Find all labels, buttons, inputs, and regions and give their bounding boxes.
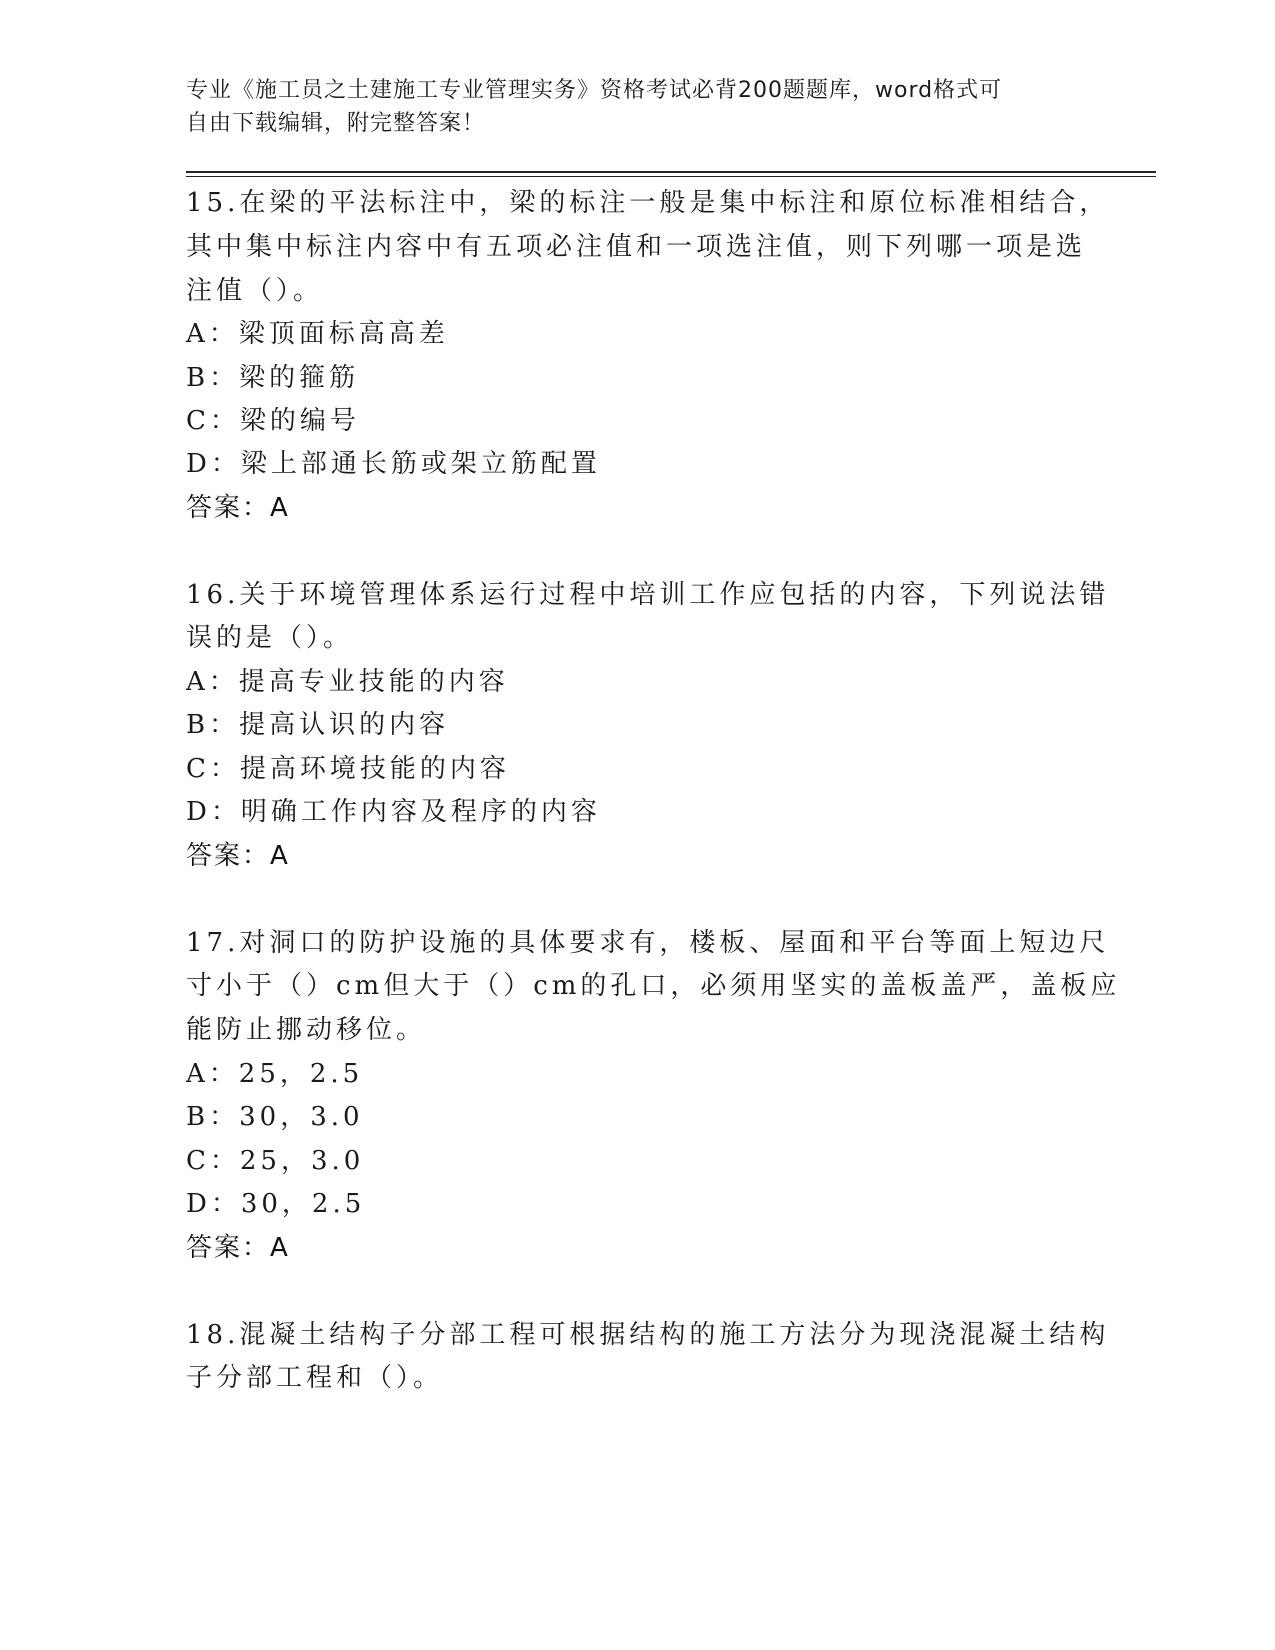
question-17-option-a: A：25，2.5 [186, 1059, 364, 1089]
question-15-answer: 答案：A [186, 493, 290, 523]
question-16-option-b: B：提高认识的内容 [186, 710, 450, 740]
header-divider-top [186, 171, 1156, 173]
question-16-option-c: C：提高环境技能的内容 [186, 754, 510, 784]
doc-header-line-2: 自由下载编辑，附完整答案！ [186, 111, 486, 136]
question-17-option-d: D：30，2.5 [186, 1189, 366, 1219]
question-15-text-line-2: 其中集中标注内容中有五项必注值和一项选注值，则下列哪一项是选 [186, 232, 1087, 262]
question-16-text-line-2: 误的是（）。 [186, 623, 354, 653]
question-15-option-b: B：梁的箍筋 [186, 363, 360, 393]
question-15-option-a: A：梁顶面标高高差 [186, 319, 449, 349]
question-17-option-b: B：30，3.0 [186, 1102, 364, 1132]
question-16-option-d: D：明确工作内容及程序的内容 [186, 797, 601, 827]
question-18-text-line-1: 18.混凝土结构子分部工程可根据结构的施工方法分为现浇混凝土结构 [186, 1320, 1110, 1350]
question-16-option-a: A：提高专业技能的内容 [186, 667, 509, 697]
question-17-text-line-2: 寸小于（）cm但大于（）cm的孔口，必须用坚实的盖板盖严，盖板应 [186, 971, 1121, 1001]
question-16-text-line-1: 16.关于环境管理体系运行过程中培训工作应包括的内容，下列说法错 [186, 580, 1110, 610]
question-16-answer: 答案：A [186, 841, 290, 871]
question-17-text-line-3: 能防止挪动移位。 [186, 1015, 427, 1045]
question-17-answer: 答案：A [186, 1233, 290, 1263]
question-15-option-d: D：梁上部通长筋或架立筋配置 [186, 449, 601, 479]
question-15-option-c: C：梁的编号 [186, 406, 360, 436]
header-divider-bottom [186, 176, 1156, 177]
question-15-text-line-3: 注值（）。 [186, 276, 324, 306]
question-18-text-line-2: 子分部工程和（）。 [186, 1363, 444, 1393]
question-15-text-line-1: 15.在梁的平法标注中，梁的标注一般是集中标注和原位标准相结合， [186, 188, 1110, 218]
question-17-text-line-1: 17.对洞口的防护设施的具体要求有，楼板、屋面和平台等面上短边尺 [186, 928, 1110, 958]
question-17-option-c: C：25，3.0 [186, 1146, 365, 1176]
doc-header-line-1: 专业《施工员之土建施工专业管理实务》资格考试必背200题题库，word格式可 [186, 78, 1003, 103]
